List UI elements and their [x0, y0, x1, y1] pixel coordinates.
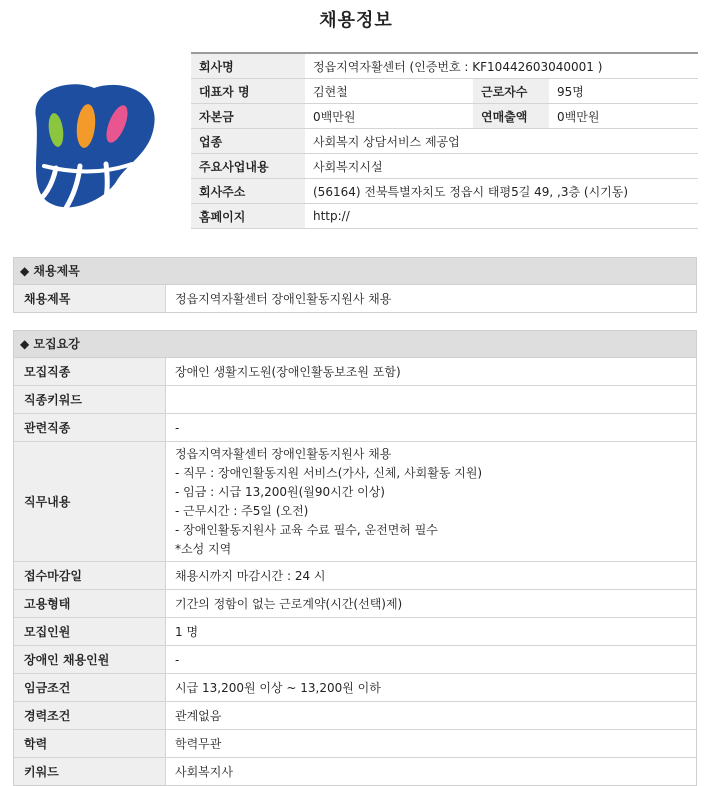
employees-value: 95명 — [549, 79, 698, 104]
industry-label: 업종 — [191, 129, 305, 154]
title-value: 정읍지역자활센터 장애인활동지원사 채용 — [175, 292, 392, 306]
page-title: 채용정보 — [319, 10, 393, 31]
wage-value: 시급 13,200원 이상 ~ 13,200원 이하 — [166, 674, 697, 702]
headcount-label: 모집인원 — [14, 618, 166, 646]
keyword-value: 사회복지사 — [175, 765, 233, 779]
title-section — [13, 257, 697, 313]
education-value: 학력무관 — [166, 730, 697, 758]
recruit-section — [13, 330, 697, 786]
job-desc-line: 정읍지역자활센터 장애인활동지원사 채용 — [175, 446, 392, 461]
company-logo — [22, 78, 162, 218]
capital-label: 자본금 — [191, 104, 305, 129]
disabled-hire-value: - — [166, 646, 697, 674]
related-job-label: 관련직종 — [14, 414, 166, 442]
education-label: 학력 — [14, 730, 166, 758]
address-label: 회사주소 — [191, 179, 305, 204]
sales-label: 연매출액 — [473, 104, 549, 129]
career-label: 경력조건 — [14, 702, 166, 730]
job-desc-line: - 장애인활동지원사 교육 수료 필수, 운전면허 필수 — [175, 522, 438, 537]
business-label: 주요사업내용 — [191, 154, 305, 179]
wage-label: 임금조건 — [14, 674, 166, 702]
address-value: (56164) 전북특별자치도 정읍시 태평5길 49, ,3층 (시기동) — [305, 179, 698, 204]
job-value: 장애인 생활지도원(장애인활동보조원 포함) — [166, 358, 697, 386]
job-desc-value — [166, 442, 697, 562]
job-label: 모집직종 — [14, 358, 166, 386]
headcount-value: 1 명 — [166, 618, 697, 646]
company-info-table — [191, 52, 698, 229]
career-value: 관계없음 — [166, 702, 697, 730]
sales-value: 0백만원 — [549, 104, 698, 129]
job-desc-line: *소성 지역 — [175, 541, 232, 556]
homepage-label: 홈페이지 — [191, 204, 305, 229]
employees-label: 근로자수 — [473, 79, 549, 104]
deadline-label: 접수마감일 — [14, 562, 166, 590]
title-section-header: ◆ 채용제목 — [14, 258, 696, 285]
deadline-value: 채용시까지 마감시간 : 24 시 — [166, 562, 697, 590]
recruit-section-header: ◆ 모집요강 — [14, 331, 696, 358]
company-name-value: 정읍지역자활센터 (인증번호 : KF10442603040001 ) — [305, 53, 698, 79]
employment-type-label: 고용형태 — [14, 590, 166, 618]
business-value: 사회복지시설 — [305, 154, 698, 179]
company-name-label: 회사명 — [191, 53, 305, 79]
disabled-hire-label: 장애인 채용인원 — [14, 646, 166, 674]
industry-value: 사회복지 상담서비스 제공업 — [305, 129, 698, 154]
job-desc-label: 직무내용 — [14, 442, 166, 562]
related-job-value: - — [166, 414, 697, 442]
keyword-label: 키워드 — [14, 758, 166, 786]
homepage-link[interactable]: http:// — [305, 204, 698, 229]
job-keyword-label: 직종키워드 — [14, 386, 166, 414]
title-label: 채용제목 — [14, 285, 166, 312]
ceo-label: 대표자 명 — [191, 79, 305, 104]
job-keyword-value — [166, 386, 697, 414]
capital-value: 0백만원 — [305, 104, 473, 129]
job-desc-line: - 임금 : 시급 13,200원(월90시간 이상) — [175, 484, 385, 499]
employment-type-value: 기간의 정함이 없는 근로계약(시간(선택)제) — [166, 590, 697, 618]
job-desc-line: - 근무시간 : 주5일 (오전) — [175, 503, 309, 518]
ceo-value: 김현철 — [305, 79, 473, 104]
job-desc-line: - 직무 : 장애인활동지원 서비스(가사, 신체, 사회활동 지원) — [175, 465, 483, 480]
